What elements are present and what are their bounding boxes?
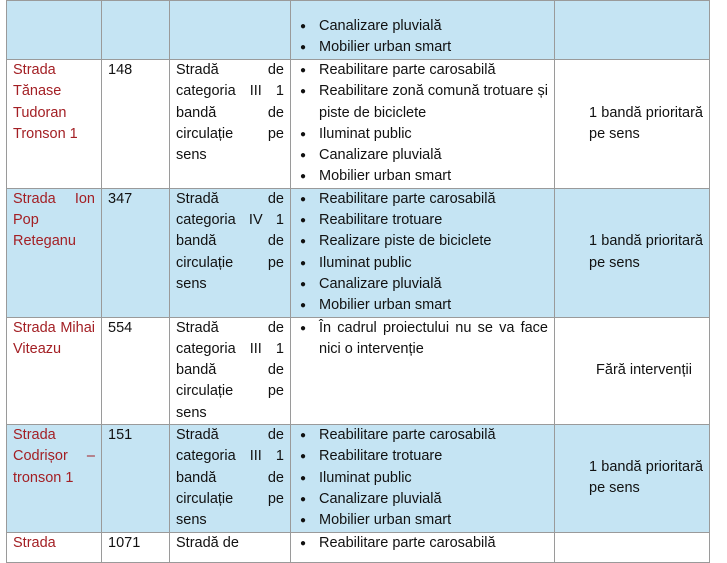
interventions-cell [291, 317, 555, 424]
street-name: Strada Ion Pop Reteganu [13, 190, 95, 250]
street-number: 347 [108, 190, 133, 207]
document-page [6, 0, 721, 551]
category-cell [170, 1, 291, 60]
number-cell [102, 317, 170, 424]
street-number: 1071 [108, 534, 141, 551]
list-item: ● Canalizare pluvială [297, 489, 548, 510]
result-text: Fără intervenții [596, 362, 692, 379]
street-category: Stradă de categoria III 1 bandă de circulație pe sens [176, 62, 284, 164]
street-name: Strada Codrișor – tronson 1 [13, 427, 95, 486]
street-name: Strada [13, 534, 56, 551]
interventions-list [297, 16, 548, 59]
number-cell [102, 425, 170, 532]
result-text: 1 bandă prioritară pe sens [589, 458, 703, 497]
streets-table [6, 0, 710, 563]
list-item: ● Realizare piste de biciclete [297, 231, 548, 252]
street-category: Stradă de [176, 534, 239, 551]
table-row [7, 425, 710, 532]
list-item: ● Reabilitare zonă comună trotuare și piste de biciclete [297, 81, 548, 124]
table-row [7, 60, 710, 189]
street-category: Stradă de categoria IV 1 bandă de circulație pe sens [176, 190, 284, 292]
result-cell [555, 317, 710, 424]
category-cell [170, 188, 291, 317]
result-cell [555, 425, 710, 532]
interventions-list [297, 318, 548, 361]
table-row [7, 1, 710, 60]
interventions-cell [291, 188, 555, 317]
list-item: ● Mobilier urban smart [297, 510, 548, 531]
list-item: ● Canalizare pluvială [297, 16, 548, 37]
list-item: ● Reabilitare parte carosabilă [297, 533, 548, 554]
number-cell [102, 532, 170, 562]
interventions-list [297, 425, 548, 531]
interventions-cell [291, 425, 555, 532]
table-row [7, 532, 710, 562]
number-cell [102, 60, 170, 189]
number-cell [102, 188, 170, 317]
interventions-list [297, 189, 548, 317]
list-item: ● Canalizare pluvială [297, 274, 548, 295]
street-number: 148 [108, 62, 133, 78]
list-item: ● Reabilitare parte carosabilă [297, 60, 548, 81]
street-name-cell [7, 317, 102, 424]
interventions-cell [291, 1, 555, 60]
category-cell [170, 317, 291, 424]
table-row [7, 188, 710, 317]
result-cell [555, 532, 710, 562]
street-number: 151 [108, 427, 133, 444]
result-cell [555, 60, 710, 189]
result-text: 1 bandă prioritară pe sens [589, 104, 703, 142]
list-item: ● Reabilitare parte carosabilă [297, 425, 548, 446]
result-cell [555, 1, 710, 60]
list-item: ● Mobilier urban smart [297, 37, 548, 58]
list-item: ● În cadrul proiectului nu se va face nici o intervenție [297, 318, 548, 361]
list-item: ● Mobilier urban smart [297, 295, 548, 316]
result-cell [555, 188, 710, 317]
list-item: ● Reabilitare parte carosabilă [297, 189, 548, 210]
list-item: ● Canalizare pluvială [297, 145, 548, 166]
street-name: Strada Tănase Tudoran Tronson 1 [13, 62, 78, 142]
street-category: Stradă de categoria III 1 bandă de circulație pe sens [176, 319, 284, 421]
table-row [7, 317, 710, 424]
category-cell [170, 425, 291, 532]
street-name-cell [7, 60, 102, 189]
list-item: ● Iluminat public [297, 468, 548, 489]
list-item: ● Reabilitare trotuare [297, 210, 548, 231]
list-item: ● Iluminat public [297, 124, 548, 145]
street-name-cell [7, 188, 102, 317]
list-item: ● Reabilitare trotuare [297, 446, 548, 467]
street-name-cell [7, 425, 102, 532]
street-name-cell [7, 532, 102, 562]
street-category: Stradă de categoria III 1 bandă de circulație pe sens [176, 427, 284, 529]
category-cell [170, 60, 291, 189]
interventions-list [297, 533, 548, 554]
interventions-list [297, 60, 548, 188]
number-cell [102, 1, 170, 60]
interventions-cell [291, 532, 555, 562]
list-item: ● Mobilier urban smart [297, 166, 548, 187]
category-cell [170, 532, 291, 562]
list-item: ● Iluminat public [297, 253, 548, 274]
street-number: 554 [108, 319, 133, 336]
interventions-cell [291, 60, 555, 189]
street-name: Strada Mihai Viteazu [13, 319, 95, 357]
street-name-cell [7, 1, 102, 60]
result-text: 1 bandă prioritară pe sens [589, 233, 703, 271]
